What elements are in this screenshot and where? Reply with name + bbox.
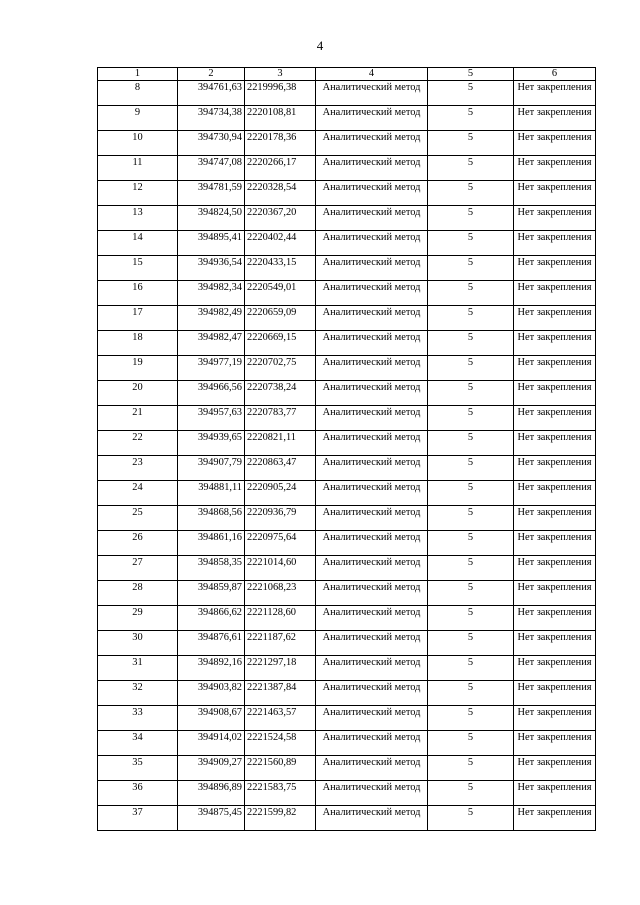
table-row [98, 306, 596, 331]
fixing-cell: Нет закрепления [514, 106, 596, 131]
method-cell: Аналитический метод [316, 556, 428, 581]
header-cell-3: 3 [245, 68, 316, 81]
y-coordinate-cell: 2220863,47 [245, 456, 316, 481]
y-coordinate-cell: 2220402,44 [245, 231, 316, 256]
accuracy-cell: 5 [428, 356, 514, 381]
method-cell: Аналитический метод [316, 631, 428, 656]
fixing-cell: Нет закрепления [514, 656, 596, 681]
point-number-cell: 12 [98, 181, 178, 206]
method-cell: Аналитический метод [316, 506, 428, 531]
x-coordinate-cell: 394982,47 [178, 331, 245, 356]
accuracy-cell: 5 [428, 506, 514, 531]
x-coordinate-cell: 394895,41 [178, 231, 245, 256]
point-number-cell: 31 [98, 656, 178, 681]
y-coordinate-cell: 2221014,60 [245, 556, 316, 581]
accuracy-cell: 5 [428, 706, 514, 731]
fixing-cell: Нет закрепления [514, 256, 596, 281]
point-number-cell: 32 [98, 681, 178, 706]
fixing-cell: Нет закрепления [514, 806, 596, 831]
table-row [98, 781, 596, 806]
x-coordinate-cell: 394966,56 [178, 381, 245, 406]
accuracy-cell: 5 [428, 581, 514, 606]
x-coordinate-cell: 394859,87 [178, 581, 245, 606]
y-coordinate-cell: 2220669,15 [245, 331, 316, 356]
point-number-cell: 14 [98, 231, 178, 256]
accuracy-cell: 5 [428, 156, 514, 181]
x-coordinate-cell: 394896,89 [178, 781, 245, 806]
method-cell: Аналитический метод [316, 731, 428, 756]
method-cell: Аналитический метод [316, 356, 428, 381]
y-coordinate-cell: 2220738,24 [245, 381, 316, 406]
fixing-cell: Нет закрепления [514, 156, 596, 181]
header-cell-1: 1 [98, 68, 178, 81]
point-number-cell: 28 [98, 581, 178, 606]
table-row [98, 356, 596, 381]
x-coordinate-cell: 394957,63 [178, 406, 245, 431]
x-coordinate-cell: 394866,62 [178, 606, 245, 631]
fixing-cell: Нет закрепления [514, 356, 596, 381]
method-cell: Аналитический метод [316, 206, 428, 231]
point-number-cell: 34 [98, 731, 178, 756]
accuracy-cell: 5 [428, 81, 514, 106]
accuracy-cell: 5 [428, 231, 514, 256]
fixing-cell: Нет закрепления [514, 206, 596, 231]
y-coordinate-cell: 2221560,89 [245, 756, 316, 781]
fixing-cell: Нет закрепления [514, 731, 596, 756]
method-cell: Аналитический метод [316, 481, 428, 506]
method-cell: Аналитический метод [316, 781, 428, 806]
x-coordinate-cell: 394881,11 [178, 481, 245, 506]
y-coordinate-cell: 2221387,84 [245, 681, 316, 706]
x-coordinate-cell: 394982,34 [178, 281, 245, 306]
fixing-cell: Нет закрепления [514, 456, 596, 481]
fixing-cell: Нет закрепления [514, 81, 596, 106]
accuracy-cell: 5 [428, 206, 514, 231]
point-number-cell: 21 [98, 406, 178, 431]
point-number-cell: 19 [98, 356, 178, 381]
y-coordinate-cell: 2220367,20 [245, 206, 316, 231]
fixing-cell: Нет закрепления [514, 756, 596, 781]
accuracy-cell: 5 [428, 606, 514, 631]
table-row [98, 156, 596, 181]
fixing-cell: Нет закрепления [514, 506, 596, 531]
fixing-cell: Нет закрепления [514, 231, 596, 256]
accuracy-cell: 5 [428, 131, 514, 156]
x-coordinate-cell: 394903,82 [178, 681, 245, 706]
accuracy-cell: 5 [428, 481, 514, 506]
table-row [98, 131, 596, 156]
method-cell: Аналитический метод [316, 256, 428, 281]
table-row [98, 756, 596, 781]
y-coordinate-cell: 2220266,17 [245, 156, 316, 181]
x-coordinate-cell: 394876,61 [178, 631, 245, 656]
accuracy-cell: 5 [428, 181, 514, 206]
x-coordinate-cell: 394914,02 [178, 731, 245, 756]
fixing-cell: Нет закрепления [514, 381, 596, 406]
table-row [98, 181, 596, 206]
method-cell: Аналитический метод [316, 231, 428, 256]
x-coordinate-cell: 394730,94 [178, 131, 245, 156]
point-number-cell: 13 [98, 206, 178, 231]
method-cell: Аналитический метод [316, 681, 428, 706]
method-cell: Аналитический метод [316, 806, 428, 831]
y-coordinate-cell: 2219996,38 [245, 81, 316, 106]
fixing-cell: Нет закрепления [514, 306, 596, 331]
fixing-cell: Нет закрепления [514, 631, 596, 656]
x-coordinate-cell: 394907,79 [178, 456, 245, 481]
point-number-cell: 30 [98, 631, 178, 656]
table-row [98, 506, 596, 531]
method-cell: Аналитический метод [316, 531, 428, 556]
fixing-cell: Нет закрепления [514, 281, 596, 306]
accuracy-cell: 5 [428, 781, 514, 806]
fixing-cell: Нет закрепления [514, 681, 596, 706]
y-coordinate-cell: 2221599,82 [245, 806, 316, 831]
y-coordinate-cell: 2220433,15 [245, 256, 316, 281]
point-number-cell: 11 [98, 156, 178, 181]
method-cell: Аналитический метод [316, 156, 428, 181]
table-row [98, 681, 596, 706]
point-number-cell: 17 [98, 306, 178, 331]
table-row [98, 431, 596, 456]
y-coordinate-cell: 2220783,77 [245, 406, 316, 431]
fixing-cell: Нет закрепления [514, 781, 596, 806]
x-coordinate-cell: 394977,19 [178, 356, 245, 381]
y-coordinate-cell: 2220108,81 [245, 106, 316, 131]
fixing-cell: Нет закрепления [514, 331, 596, 356]
x-coordinate-cell: 394824,50 [178, 206, 245, 231]
table-header-row [98, 68, 596, 81]
y-coordinate-cell: 2221524,58 [245, 731, 316, 756]
y-coordinate-cell: 2220821,11 [245, 431, 316, 456]
y-coordinate-cell: 2221068,23 [245, 581, 316, 606]
y-coordinate-cell: 2221583,75 [245, 781, 316, 806]
header-cell-6: 6 [514, 68, 596, 81]
y-coordinate-cell: 2220975,64 [245, 531, 316, 556]
point-number-cell: 24 [98, 481, 178, 506]
header-cell-2: 2 [178, 68, 245, 81]
table-row [98, 656, 596, 681]
fixing-cell: Нет закрепления [514, 531, 596, 556]
accuracy-cell: 5 [428, 431, 514, 456]
x-coordinate-cell: 394982,49 [178, 306, 245, 331]
accuracy-cell: 5 [428, 556, 514, 581]
fixing-cell: Нет закрепления [514, 556, 596, 581]
x-coordinate-cell: 394892,16 [178, 656, 245, 681]
x-coordinate-cell: 394908,67 [178, 706, 245, 731]
accuracy-cell: 5 [428, 631, 514, 656]
accuracy-cell: 5 [428, 106, 514, 131]
x-coordinate-cell: 394747,08 [178, 156, 245, 181]
x-coordinate-cell: 394868,56 [178, 506, 245, 531]
fixing-cell: Нет закрепления [514, 581, 596, 606]
method-cell: Аналитический метод [316, 406, 428, 431]
point-number-cell: 25 [98, 506, 178, 531]
accuracy-cell: 5 [428, 281, 514, 306]
table-row [98, 606, 596, 631]
method-cell: Аналитический метод [316, 106, 428, 131]
point-number-cell: 20 [98, 381, 178, 406]
table-row [98, 206, 596, 231]
table-row [98, 381, 596, 406]
accuracy-cell: 5 [428, 531, 514, 556]
accuracy-cell: 5 [428, 406, 514, 431]
table-row [98, 556, 596, 581]
y-coordinate-cell: 2221463,57 [245, 706, 316, 731]
point-number-cell: 22 [98, 431, 178, 456]
method-cell: Аналитический метод [316, 131, 428, 156]
fixing-cell: Нет закрепления [514, 481, 596, 506]
y-coordinate-cell: 2221187,62 [245, 631, 316, 656]
point-number-cell: 15 [98, 256, 178, 281]
y-coordinate-cell: 2220549,01 [245, 281, 316, 306]
table-row [98, 256, 596, 281]
fixing-cell: Нет закрепления [514, 606, 596, 631]
point-number-cell: 9 [98, 106, 178, 131]
method-cell: Аналитический метод [316, 606, 428, 631]
y-coordinate-cell: 2221297,18 [245, 656, 316, 681]
fixing-cell: Нет закрепления [514, 431, 596, 456]
accuracy-cell: 5 [428, 456, 514, 481]
table-row [98, 281, 596, 306]
header-cell-5: 5 [428, 68, 514, 81]
table-row [98, 231, 596, 256]
accuracy-cell: 5 [428, 381, 514, 406]
fixing-cell: Нет закрепления [514, 406, 596, 431]
table-row [98, 331, 596, 356]
table-body [98, 81, 596, 831]
accuracy-cell: 5 [428, 331, 514, 356]
method-cell: Аналитический метод [316, 706, 428, 731]
point-number-cell: 33 [98, 706, 178, 731]
x-coordinate-cell: 394861,16 [178, 531, 245, 556]
point-number-cell: 26 [98, 531, 178, 556]
table-row [98, 406, 596, 431]
x-coordinate-cell: 394734,38 [178, 106, 245, 131]
accuracy-cell: 5 [428, 806, 514, 831]
page-number: 4 [316, 38, 324, 53]
x-coordinate-cell: 394761,63 [178, 81, 245, 106]
point-number-cell: 35 [98, 756, 178, 781]
method-cell: Аналитический метод [316, 331, 428, 356]
x-coordinate-cell: 394875,45 [178, 806, 245, 831]
fixing-cell: Нет закрепления [514, 181, 596, 206]
fixing-cell: Нет закрепления [514, 131, 596, 156]
table-row [98, 581, 596, 606]
table-row [98, 631, 596, 656]
y-coordinate-cell: 2220936,79 [245, 506, 316, 531]
method-cell: Аналитический метод [316, 581, 428, 606]
accuracy-cell: 5 [428, 306, 514, 331]
table-row [98, 706, 596, 731]
coordinates-table [97, 67, 596, 831]
point-number-cell: 36 [98, 781, 178, 806]
table-row [98, 456, 596, 481]
method-cell: Аналитический метод [316, 656, 428, 681]
point-number-cell: 29 [98, 606, 178, 631]
y-coordinate-cell: 2220659,09 [245, 306, 316, 331]
y-coordinate-cell: 2220328,54 [245, 181, 316, 206]
method-cell: Аналитический метод [316, 281, 428, 306]
method-cell: Аналитический метод [316, 81, 428, 106]
point-number-cell: 8 [98, 81, 178, 106]
table-row [98, 81, 596, 106]
header-cell-4: 4 [316, 68, 428, 81]
point-number-cell: 27 [98, 556, 178, 581]
x-coordinate-cell: 394939,65 [178, 431, 245, 456]
table-row [98, 806, 596, 831]
table-row [98, 731, 596, 756]
x-coordinate-cell: 394781,59 [178, 181, 245, 206]
method-cell: Аналитический метод [316, 431, 428, 456]
table-row [98, 106, 596, 131]
accuracy-cell: 5 [428, 256, 514, 281]
accuracy-cell: 5 [428, 681, 514, 706]
point-number-cell: 23 [98, 456, 178, 481]
point-number-cell: 10 [98, 131, 178, 156]
x-coordinate-cell: 394909,27 [178, 756, 245, 781]
table-row [98, 481, 596, 506]
method-cell: Аналитический метод [316, 381, 428, 406]
table-row [98, 531, 596, 556]
x-coordinate-cell: 394936,54 [178, 256, 245, 281]
method-cell: Аналитический метод [316, 756, 428, 781]
method-cell: Аналитический метод [316, 456, 428, 481]
accuracy-cell: 5 [428, 656, 514, 681]
method-cell: Аналитический метод [316, 306, 428, 331]
point-number-cell: 16 [98, 281, 178, 306]
point-number-cell: 37 [98, 806, 178, 831]
y-coordinate-cell: 2220905,24 [245, 481, 316, 506]
point-number-cell: 18 [98, 331, 178, 356]
x-coordinate-cell: 394858,35 [178, 556, 245, 581]
method-cell: Аналитический метод [316, 181, 428, 206]
y-coordinate-cell: 2221128,60 [245, 606, 316, 631]
accuracy-cell: 5 [428, 731, 514, 756]
fixing-cell: Нет закрепления [514, 706, 596, 731]
accuracy-cell: 5 [428, 756, 514, 781]
y-coordinate-cell: 2220178,36 [245, 131, 316, 156]
y-coordinate-cell: 2220702,75 [245, 356, 316, 381]
